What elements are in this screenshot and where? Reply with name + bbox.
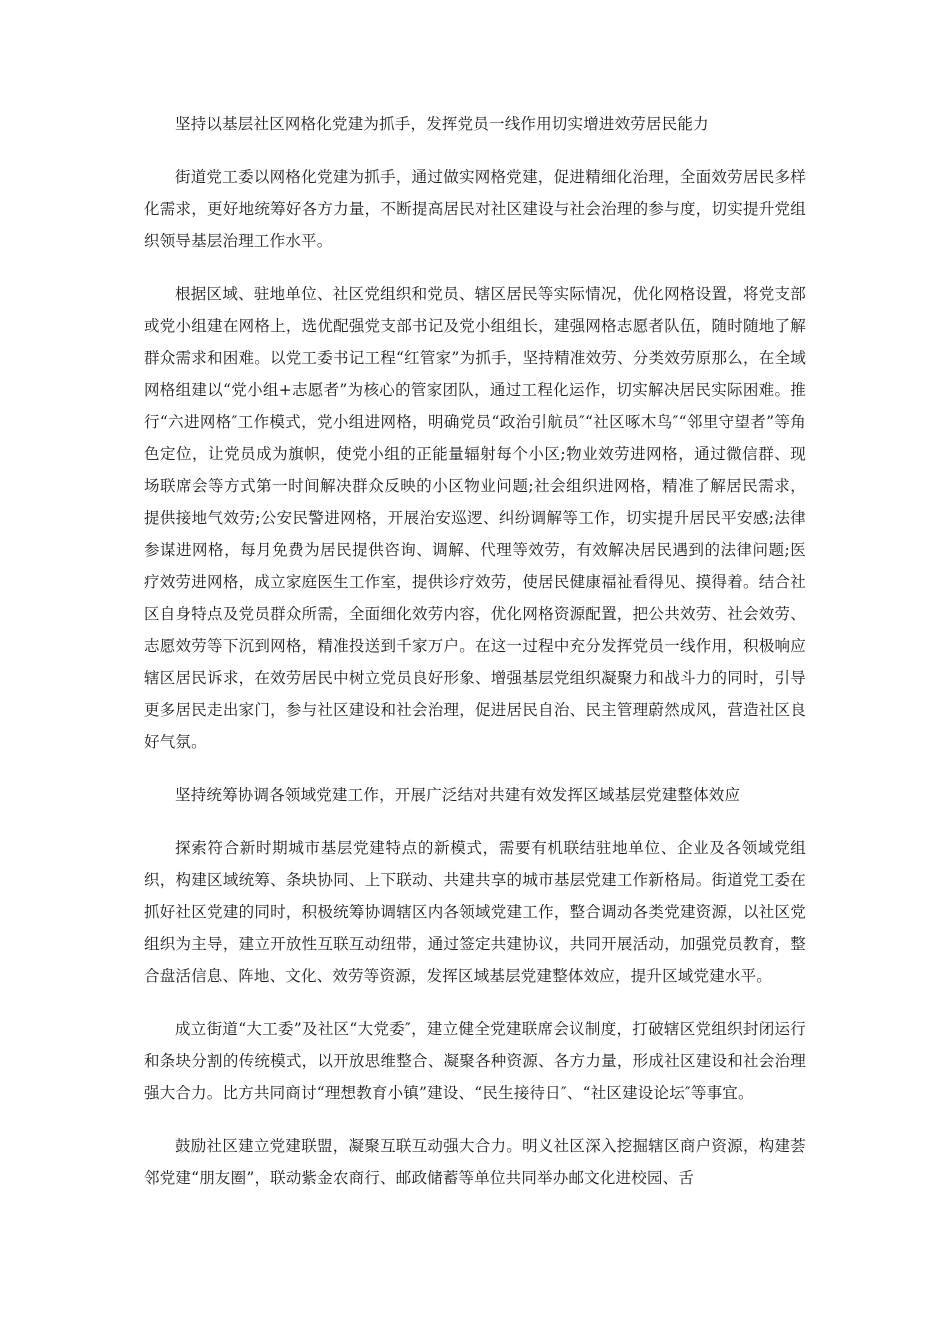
paragraph-new-model: 探索符合新时期城市基层党建特点的新模式，需要有机联结驻地单位、企业及各领域党组织，构建区域统筹、条块协同、上下联动、共建共享的城市基层党建工作新格局。街道党工委在抓好社区党建的同时，积极统筹协调辖区内各领域党建工作，整合调动各类党建资源，以社区党组织为主导，建立开放性互联互动纽带，通过签定共建协议，共同开展活动，加强党员教育，整合盘活信息、阵地、文化、效劳等资源，发挥区域基层党建整体效应，提升区域党建水平。 — [144, 839, 806, 985]
paragraph-big-committee: 成立街道“大工委”及社区“大党委″，建立健全党建联席会议制度，打破辖区党组织封闭运行和条块分割的传统模式，以开放思维整合、凝聚各种资源、各方力量，形成社区建设和社会治理强大合力。比方共同商讨“理想教育小镇”建设、“民生接待日″、“社区建设论坛″等事宜。 — [144, 1020, 806, 1102]
paragraph-party-alliance: 鼓励社区建立党建联盟，凝聚互联互动强大合力。明义社区深入挖掘辖区商户资源，构建荟邻党建“朋友圈”，联动紫金农商行、邮政储蓄等单位共同举办邮文化进校园、舌 — [144, 1137, 806, 1187]
paragraph-grid-intro: 街道党工委以网格化党建为抓手，通过做实网格党建，促进精细化治理，全面效劳居民多样化需求，更好地统筹好各方力量，不断提高居民对社区建设与社会治理的参与度，切实提升党组织领导基层治理工作水平。 — [144, 168, 806, 250]
document-body — [144, 108, 806, 1215]
paragraph-grid-details: 根据区域、驻地单位、社区党组织和党员、辖区居民等实际情况，优化网格设置，将党支部或党小组建在网格上，选优配强党支部书记及党小组组长，建强网格志愿者队伍，随时随地了解群众需求和困难。以党工委书记工程“红管家”为抓手，坚持精准效劳、分类效劳原那么，在全域网格组建以“党小组+志愿者”为核心的管家团队，通过工程化运作，切实解决居民实际困难。推行“六进网格″工作模式，党小组进网格，明确党员“政治引航员″“社区啄木鸟″“邻里守望者”等角色定位，让党员成为旗帜，使党小组的正能量辐射每个小区;物业效劳进网格，通过微信群、现场联席会等方式第一时间解决群众反映的小区物业问题;社会组织进网格，精准了解居民需求，提供接地气效劳;公安民警进网格，开展治安巡逻、纠纷调解等工作，切实提升居民平安感;法律参谋进网格，每月免费为居民提供咨询、调解、代理等效劳，有效解决居民遇到的法律问题;医疗效劳进网格，成立家庭医生工作室，提供诊疗效劳，使居民健康福祉看得见、摸得着。结合社区自身特点及党员群众所需，全面细化效劳内容，优化网格资源配置，把公共效劳、社会效劳、志愿效劳等下沉到网格，精准投送到千家万户。在这一过程中充分发挥党员一线作用，积极响应辖区居民诉求，在效劳居民中树立党员良好形象、增强基层党组织凝聚力和战斗力的同时，引导更多居民走出家门，参与社区建设和社会治理，促进居民自治、民主管理蔚然成风，营造社区良好气氛。 — [144, 285, 806, 751]
section-heading-grid-party-building: 坚持以基层社区网格化党建为抓手，发挥党员一线作用切实增进效劳居民能力 — [175, 115, 709, 133]
section-heading-regional-coordination: 坚持统筹协调各领域党建工作，开展广泛结对共建有效发挥区域基层党建整体效应 — [175, 786, 741, 804]
